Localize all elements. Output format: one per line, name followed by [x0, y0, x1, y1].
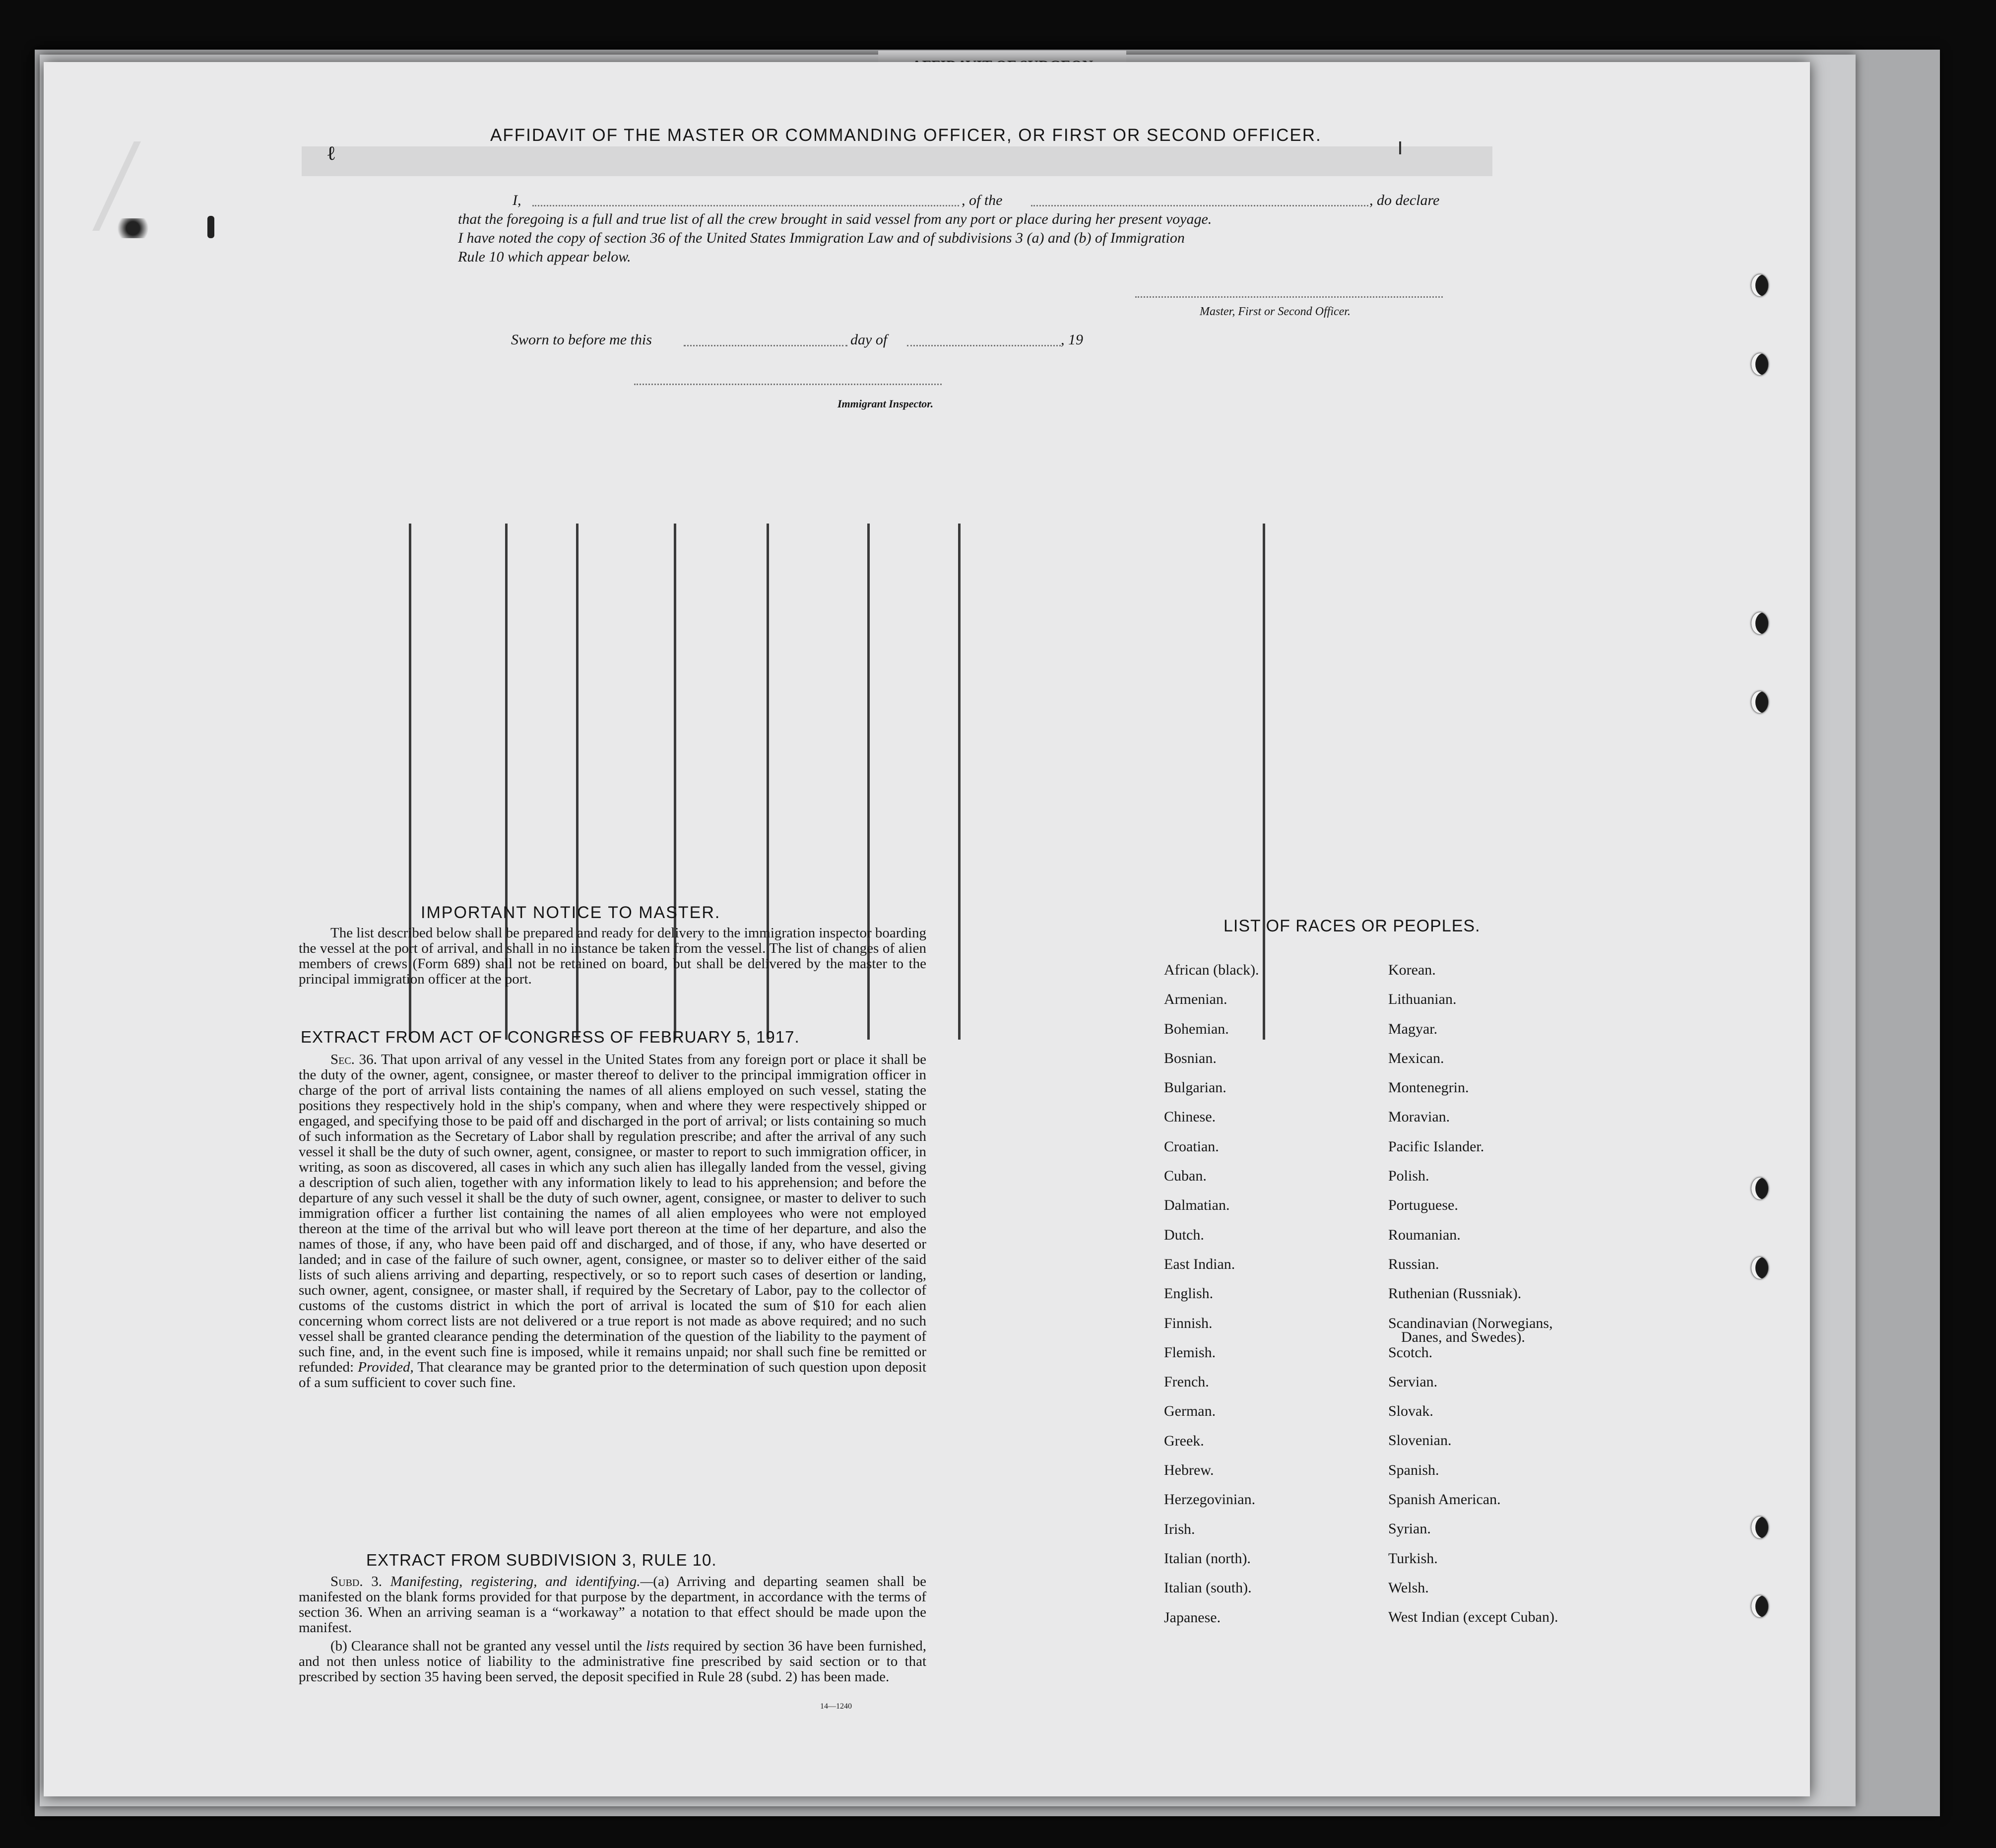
- race-item: Scandinavian (Norwegians,: [1388, 1315, 1553, 1331]
- race-item: Dutch.: [1164, 1226, 1204, 1243]
- binder-hole-icon: [1751, 1257, 1768, 1279]
- race-item: Croatian.: [1164, 1138, 1219, 1155]
- race-item: Slovak.: [1388, 1403, 1433, 1420]
- vessel-blank: [1031, 205, 1368, 206]
- name-blank: [532, 205, 959, 206]
- race-item: West Indian (except Cuban).: [1388, 1609, 1558, 1626]
- act-text: [299, 1052, 926, 1390]
- race-item: Herzegovinian.: [1164, 1491, 1256, 1508]
- master-signature-caption: Master, First or Second Officer.: [1200, 305, 1351, 318]
- binder-hole-icon: [1751, 1517, 1768, 1538]
- race-item: Russian.: [1388, 1255, 1439, 1272]
- race-item: Cuban.: [1164, 1168, 1207, 1185]
- races-left-column: [1164, 955, 1259, 1632]
- race-item: French.: [1164, 1374, 1209, 1390]
- month-blank: [907, 345, 1061, 346]
- races-right-column: [1388, 955, 1558, 1632]
- sworn-blank: [684, 345, 847, 346]
- rule-para-a: [299, 1574, 926, 1636]
- act-body-end: That clearance may be granted prior to the determination of such question upon deposit of a sum sufficient to cover such fine.: [299, 1359, 927, 1390]
- affidavit-title: AFFIDAVIT OF THE MASTER OR COMMANDING OFFICER, OR FIRST OR SECOND OFFICER.: [490, 126, 1322, 145]
- race-item: Spanish.: [1388, 1461, 1439, 1478]
- day-of-text: day of: [850, 331, 888, 348]
- rule-para-b-start: (b) Clearance shall not be granted any vessel until the: [330, 1638, 643, 1654]
- race-item: Polish.: [1388, 1168, 1429, 1185]
- rule-para-b-end: required by section 36 have been furnished, and not then unless notice of liability to the administrative fine prescribed by said section or to that prescribed by section 35 having been served, the deposit specified in Rule 28 (subd. 2) has been made.: [299, 1638, 927, 1685]
- rule-subd-heading: Manifesting, registering, and identifying.—: [390, 1574, 653, 1589]
- race-item: Flemish.: [1164, 1344, 1216, 1361]
- rule-title: EXTRACT FROM SUBDIVISION 3, RULE 10.: [366, 1551, 717, 1569]
- race-item: Slovenian.: [1388, 1432, 1452, 1449]
- binder-hole-icon: [1751, 1178, 1768, 1199]
- binder-hole-icon: [1751, 1595, 1768, 1617]
- declare-line4: Rule 10 which appear below.: [458, 249, 631, 265]
- race-item: English.: [1164, 1285, 1214, 1302]
- inspector-signature-line: [634, 384, 942, 385]
- race-item: Moravian.: [1388, 1109, 1450, 1125]
- act-section: Sec. 36.: [330, 1052, 377, 1067]
- notice-text: The list described below shall be prepared and ready for delivery to the immigration inspector boarding the vessel at the port of arrival, and shall in no instance be taken from the vessel. The list of changes of alien members of crews (Form 689) shall not be retained on board, but shall be delivered by the master to the principal immigration officer at the port.: [299, 925, 926, 987]
- race-item: Italian (north).: [1164, 1550, 1251, 1567]
- race-item: Italian (south).: [1164, 1580, 1252, 1596]
- notice-title: IMPORTANT NOTICE TO MASTER.: [421, 903, 721, 922]
- race-item: Montenegrin.: [1388, 1079, 1469, 1096]
- race-item: East Indian.: [1164, 1255, 1235, 1272]
- race-item: Pacific Islander.: [1388, 1138, 1484, 1155]
- race-item: Welsh.: [1388, 1579, 1429, 1596]
- bleed-through-band: [302, 146, 1492, 176]
- race-item: Korean.: [1388, 962, 1436, 978]
- race-item: Bohemian.: [1164, 1020, 1229, 1037]
- race-item: Mexican.: [1388, 1050, 1444, 1066]
- race-item: Dalmatian.: [1164, 1197, 1230, 1214]
- race-item: Portuguese.: [1388, 1197, 1458, 1214]
- mark-left: ℓ: [326, 142, 336, 164]
- binder-hole-icon: [1751, 691, 1768, 713]
- act-body: That upon arrival of any vessel in the United States from any foreign port or place it shall be the duty of the owner, agent, consignee, or master thereof to deliver to the principal immigration officer in charge of the port of arrival lists containing the names of all aliens employed on such vessel, stating the positions they respectively hold in the ship's company, when and where they were respectively shipped or engaged, and specifying those to be paid off and discharged in the port of arrival; or lists containing so much of such information as the Secretary of Labor shall by regulation prescribe; and after the arrival of any such vessel it shall be the duty of such owner, agent, consignee, or master to report to such immigration officer, in writing, as soon as discovered, all cases in which any such alien has illegally landed from the vessel, giving a description of such alien, together with any information likely to lead to his apprehension; and before the departure of any such vessel it shall be the duty of such owner, agent, consignee, or master to deliver to such immigration officer a further list containing the names of all alien employees who were not employed thereon at the time of the arrival but who will leave port thereon at the time of her departure, and also the names of those, if any, who have been paid off and discharged, and of those, if any, who have deserted or landed; and in case of the failure of such owner, agent, consignee, or master so to deliver either of the said lists of such aliens arriving and departing, respectively, or so to report such cases of desertion or landing, such owner, agent, consignee, or master shall, if required by the Secretary of Labor, pay to the collector of customs of the customs district in which the port of arrival is located the sum of $10 for each alien concerning whom correct lists are not delivered or a true report is not made as above required; and no such vessel shall be granted clearance pending the determination of the question of the liability to the payment of such fine, and, in the event such fine is imposed, while it remains unpaid; nor shall such fine be remitted or refunded:: [299, 1052, 926, 1375]
- declare-line2: that the foregoing is a full and true list of all the crew brought in said vessel from any port or place during her present voyage.: [458, 211, 1212, 227]
- race-item: Scotch.: [1388, 1344, 1433, 1361]
- race-item: Hebrew.: [1164, 1462, 1214, 1479]
- race-item: Chinese.: [1164, 1109, 1216, 1125]
- race-item: Danes, and Swedes).: [1401, 1328, 1525, 1345]
- sworn-text: Sworn to before me this: [511, 331, 652, 348]
- race-item: German.: [1164, 1403, 1216, 1420]
- form-number: 14—1240: [820, 1702, 852, 1711]
- race-item: Armenian.: [1164, 991, 1227, 1008]
- race-item: Irish.: [1164, 1520, 1195, 1537]
- column-rule: [958, 524, 961, 1040]
- declare-line3: I have noted the copy of section 36 of the United States Immigration Law and of subdivisions 3 (a) and (b) of Immigration: [458, 230, 1185, 246]
- races-title: LIST OF RACES OR PEOPLES.: [1223, 917, 1481, 935]
- declare-of-the: , of the: [962, 192, 1003, 208]
- binder-hole-icon: [1751, 274, 1768, 296]
- race-item: Finnish.: [1164, 1315, 1213, 1331]
- rule-para-a-text: (a) Arriving and departing seamen shall be manifested on the blank forms provided for that purpose by the department, in accordance with the terms of section 36. When an arriving seaman is a “workaway” a notation to that effect should be made upon the manifest.: [299, 1574, 926, 1636]
- race-item: Roumanian.: [1388, 1226, 1461, 1243]
- act-provided: Provided,: [358, 1359, 414, 1375]
- race-item: Syrian.: [1388, 1520, 1431, 1537]
- act-title: EXTRACT FROM ACT OF CONGRESS OF FEBRUARY 5, 1917.: [301, 1028, 800, 1046]
- race-item: Lithuanian.: [1388, 991, 1457, 1008]
- master-signature-line: [1135, 296, 1443, 298]
- manifest-page: [44, 62, 1810, 1796]
- race-item: Ruthenian (Russniak).: [1388, 1285, 1522, 1302]
- inspector-signature-caption: Immigrant Inspector.: [837, 397, 934, 410]
- rule-para-b-lists: lists: [646, 1638, 669, 1654]
- declare-end: , do declare: [1369, 192, 1440, 208]
- column-rule: [1263, 524, 1265, 1040]
- ink-blot-icon: [207, 216, 214, 238]
- race-item: Spanish American.: [1388, 1491, 1501, 1508]
- declare-i: I,: [513, 192, 521, 208]
- mark-right: [1399, 141, 1401, 154]
- rule-subd: Subd. 3.: [330, 1574, 382, 1589]
- race-item: Japanese.: [1164, 1609, 1221, 1626]
- race-item: Greek.: [1164, 1432, 1204, 1449]
- year-text: , 19: [1061, 331, 1083, 348]
- ink-blot-icon: [113, 218, 153, 238]
- binder-hole-icon: [1751, 612, 1768, 634]
- rule-para-b: [299, 1639, 926, 1685]
- race-item: Bulgarian.: [1164, 1079, 1226, 1096]
- race-item: Servian.: [1388, 1373, 1438, 1390]
- race-item: Bosnian.: [1164, 1050, 1217, 1066]
- race-item: Magyar.: [1388, 1020, 1438, 1037]
- race-item: African (black).: [1164, 962, 1259, 978]
- binder-hole-icon: [1751, 353, 1768, 375]
- race-item: Turkish.: [1388, 1550, 1438, 1567]
